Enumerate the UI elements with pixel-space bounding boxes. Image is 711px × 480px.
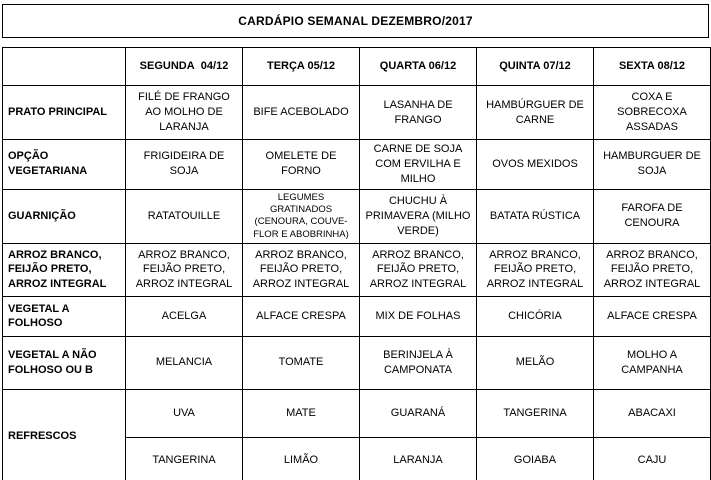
weekly-menu-table [2,47,711,480]
menu-cell: ARROZ BRANCO, FEIJÃO PRETO, ARROZ INTEGRAL [360,243,477,296]
row-opcao-vegetariana [3,140,711,190]
menu-cell: LARANJA [360,437,477,480]
menu-cell: MOLHO A CAMPANHA [594,336,711,389]
menu-cell: TANGERINA [126,437,243,480]
row-label-refrescos: REFRESCOS [3,389,126,480]
menu-cell: TANGERINA [477,389,594,437]
menu-cell: ARROZ BRANCO, FEIJÃO PRETO, ARROZ INTEGRAL [594,243,711,296]
menu-cell: FRIGIDEIRA DE SOJA [126,140,243,190]
menu-cell: ARROZ BRANCO, FEIJÃO PRETO, ARROZ INTEGRAL [243,243,360,296]
menu-cell: FAROFA DE CENOURA [594,189,711,243]
menu-cell: LASANHA DE FRANGO [360,86,477,140]
header-row [3,48,711,86]
row-vegetal-nao-folhoso [3,336,711,389]
menu-cell: CARNE DE SOJA COM ERVILHA E MILHO [360,140,477,190]
row-prato-principal [3,86,711,140]
row-label-opcao-vegetariana: OPÇÃO VEGETARIANA [3,140,126,190]
menu-cell: MELANCIA [126,336,243,389]
menu-cell: MELÃO [477,336,594,389]
menu-cell: FILÉ DE FRANGO AO MOLHO DE LARANJA [126,86,243,140]
row-label-prato-principal: PRATO PRINCIPAL [3,86,126,140]
row-label-vegetal-nao-folhoso: VEGETAL A NÃO FOLHOSO OU B [3,336,126,389]
menu-cell: MATE [243,389,360,437]
menu-cell: BIFE ACEBOLADO [243,86,360,140]
menu-cell: MIX DE FOLHAS [360,296,477,336]
page-title: CARDÁPIO SEMANAL DEZEMBRO/2017 [2,4,709,38]
menu-cell: GUARANÁ [360,389,477,437]
column-header-terca: TERÇA 05/12 [243,48,360,86]
column-header-sexta: SEXTA 08/12 [594,48,711,86]
menu-cell: ARROZ BRANCO, FEIJÃO PRETO, ARROZ INTEGRAL [477,243,594,296]
menu-cell: ALFACE CRESPA [594,296,711,336]
menu-cell: COXA E SOBRECOXA ASSADAS [594,86,711,140]
menu-cell: CHICÓRIA [477,296,594,336]
row-vegetal-folhoso [3,296,711,336]
menu-cell: CAJU [594,437,711,480]
menu-cell: TOMATE [243,336,360,389]
menu-cell: GOIABA [477,437,594,480]
menu-cell: OMELETE DE FORNO [243,140,360,190]
menu-cell: CHUCHU À PRIMAVERA (MILHO VERDE) [360,189,477,243]
menu-cell: LIMÃO [243,437,360,480]
menu-cell: OVOS MEXIDOS [477,140,594,190]
empty-corner-cell [3,48,126,86]
row-refrescos-1 [3,389,711,437]
menu-cell: ABACAXI [594,389,711,437]
menu-cell: ALFACE CRESPA [243,296,360,336]
column-header-quarta: QUARTA 06/12 [360,48,477,86]
menu-cell: HAMBURGUER DE SOJA [594,140,711,190]
row-guarnicao [3,189,711,243]
column-header-quinta: QUINTA 07/12 [477,48,594,86]
row-label-guarnicao: GUARNIÇÃO [3,189,126,243]
column-header-segunda: SEGUNDA 04/12 [126,48,243,86]
menu-cell: HAMBÚRGUER DE CARNE [477,86,594,140]
menu-cell: RATATOUILLE [126,189,243,243]
menu-cell: UVA [126,389,243,437]
menu-cell: BATATA RÚSTICA [477,189,594,243]
menu-cell: ACELGA [126,296,243,336]
menu-cell: BERINJELA À CAMPONATA [360,336,477,389]
menu-cell: LEGUMES GRATINADOS (CENOURA, COUVE-FLOR E ABOBRINHA) [243,189,360,243]
row-arroz-feijao [3,243,711,296]
row-label-arroz-feijao: ARROZ BRANCO, FEIJÃO PRETO, ARROZ INTEGRAL [3,243,126,296]
menu-cell: ARROZ BRANCO, FEIJÃO PRETO, ARROZ INTEGRAL [126,243,243,296]
row-label-vegetal-folhoso: VEGETAL A FOLHOSO [3,296,126,336]
